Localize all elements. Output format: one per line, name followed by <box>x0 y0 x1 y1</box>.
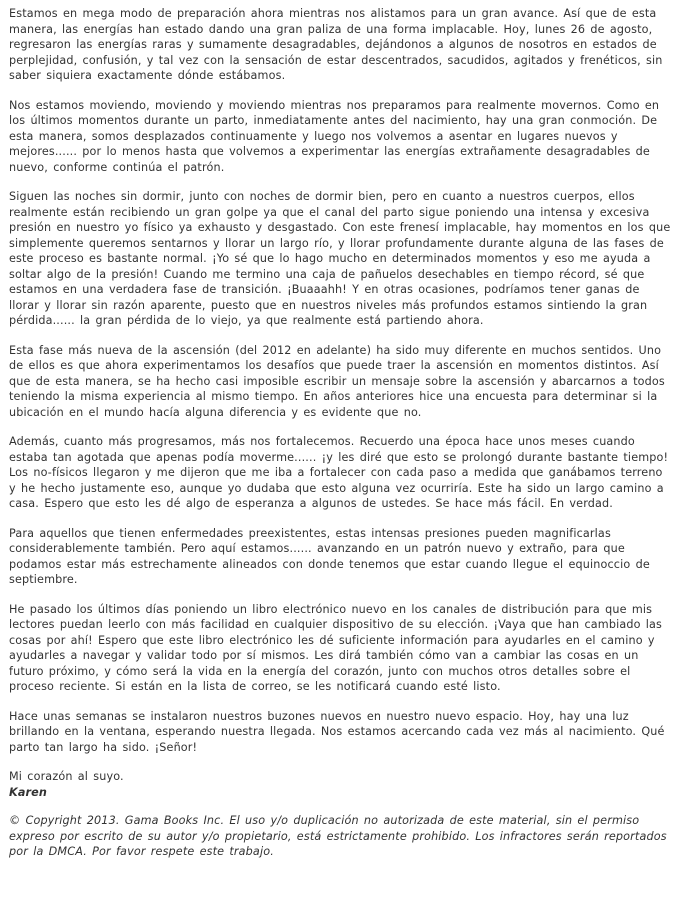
paragraph-3: Siguen las noches sin dormir, junto con noches de dormir bien, pero en cuanto a nuestros cuerpos, ellos realmente están recibiendo un gran golpe ya que el canal del parto sigue poniendo una intensa y excesiva presión en nuestro yo físico ya exhausto y desgastado. Con este frenesí implacable, hay momentos en los que simplemente queremos sentarnos y llorar un largo río, y llorar profundamente durante alguna de las fases de este proceso es bastante normal. ¡Yo sé que lo hago mucho en determinados momentos y eso me ayuda a soltar algo de la presión! Cuando me termino una caja de pañuelos desechables en tiempo récord, sé que estamos en una verdadera fase de transición. ¡Buaaahh! Y en otras ocasiones, podríamos tener ganas de llorar y llorar sin razón aparente, puesto que en nuestros niveles más profundos estamos sintiendo la gran pérdida...... la gran pérdida de lo viejo, ya que realmente está partiendo ahora. <box>9 190 671 327</box>
paragraph-4: Esta fase más nueva de la ascensión (del 2012 en adelante) ha sido muy diferente en muchos sentidos. Uno de ellos es que ahora experimentamos los desafíos que puede traer la ascensión en momentos distintos. Así que de esta manera, se ha hecho casi imposible escribir un mensaje sobre la ascensión y abarcarnos a todos teniendo la misma experiencia al mismo tiempo. En años anteriores hice una encuesta para determinar si la ubicación en el mundo hacía alguna diferencia y es evidente que no. <box>9 343 665 419</box>
paragraph-2: Nos estamos moviendo, moviendo y moviendo mientras nos preparamos para realmente movernos. Como en los últimos momentos durante un parto, inmediatamente antes del nacimiento, hay una gran conmoción. De esta manera, somos desplazados continuamente y luego nos volvemos a asentar en lugares nuevos y mejores...... por lo menos hasta que volvemos a experimentar las energías extrañamente desagradables de nuevo, conforme continúa el patrón. <box>9 98 660 174</box>
paragraph-5: Además, cuanto más progresamos, más nos fortalecemos. Recuerdo una época hace unos meses cuando estaba tan agotada que apenas podía moverme...... ¡y les diré que esto se prolongó durante bastante tiempo! Los no-físicos llegaron y me dijeron que me iba a fortalecer con cada paso a medida que ganábamos terreno y he hecho justamente eso, aunque yo dudaba que esto alguna vez ocurriría. Este ha sido un largo camino a casa. Espero que esto les dé algo de esperanza a algunos de ustedes. Se hace más fácil. En verdad. <box>9 435 669 510</box>
paragraph-1: Estamos en mega modo de preparación ahora mientras nos alistamos para un gran avance. Así que de esta manera, las energías han estado dando una gran paliza de una forma implacable. Hoy, lunes 26 de agosto, regresaron las energías raras y sumamente desagradables, dejándonos a algunos de nosotros en estados de perplejidad, confusión, y tal vez con la sensación de estar descentrados, sacudidos, agitados y frenéticos, sin saber siquiera exactamente dónde estábamos. <box>9 7 663 82</box>
signature: Karen <box>9 785 48 799</box>
paragraph-7: He pasado los últimos días poniendo un libro electrónico nuevo en los canales de distribución para que mis lectores puedan leerlo con más facilidad en cualquier dispositivo de su elección. ¡Vaya que han cambiado las cosas por ahí! Espero que este libro electrónico les dé suficiente información para ayudarles en el camino y ayudarles a navegar y validar todo por sí mismos. Les dirá también cómo van a cambiar las cosas en un futuro próximo, y cómo será la vida en la energía del corazón, junto con muchos otros detalles sobre el proceso reciente. Si están en la lista de correo, se les notificará cuando esté listo. <box>9 602 663 693</box>
closing-line: Mi corazón al suyo. <box>9 770 124 783</box>
copyright-notice: © Copyright 2013. Gama Books Inc. El uso y/o duplicación no autorizada de este material, sin el permiso expreso por escrito de su autor y/o propietario, está estrictamente prohibido. Los infractores serán reportados por la DMCA. Por favor respete este trabajo. <box>9 814 667 858</box>
article <box>9 6 673 860</box>
paragraph-6: Para aquellos que tienen enfermedades preexistentes, estas intensas presiones pueden magnificarlas considerablemente también. Pero aquí estamos...... avanzando en un patrón nuevo y extraño, para que podamos estar más estrechamente alineados con donde tenemos que estar cuando llegue el equinoccio de septiembre. <box>9 526 650 586</box>
paragraph-8: Hace unas semanas se instalaron nuestros buzones nuevos en nuestro nuevo espacio. Hoy, hay una luz brillando en la ventana, esperando nuestra llegada. Nos estamos acercando cada vez más al nacimiento. Qué parto tan largo ha sido. ¡Señor! <box>9 709 665 754</box>
